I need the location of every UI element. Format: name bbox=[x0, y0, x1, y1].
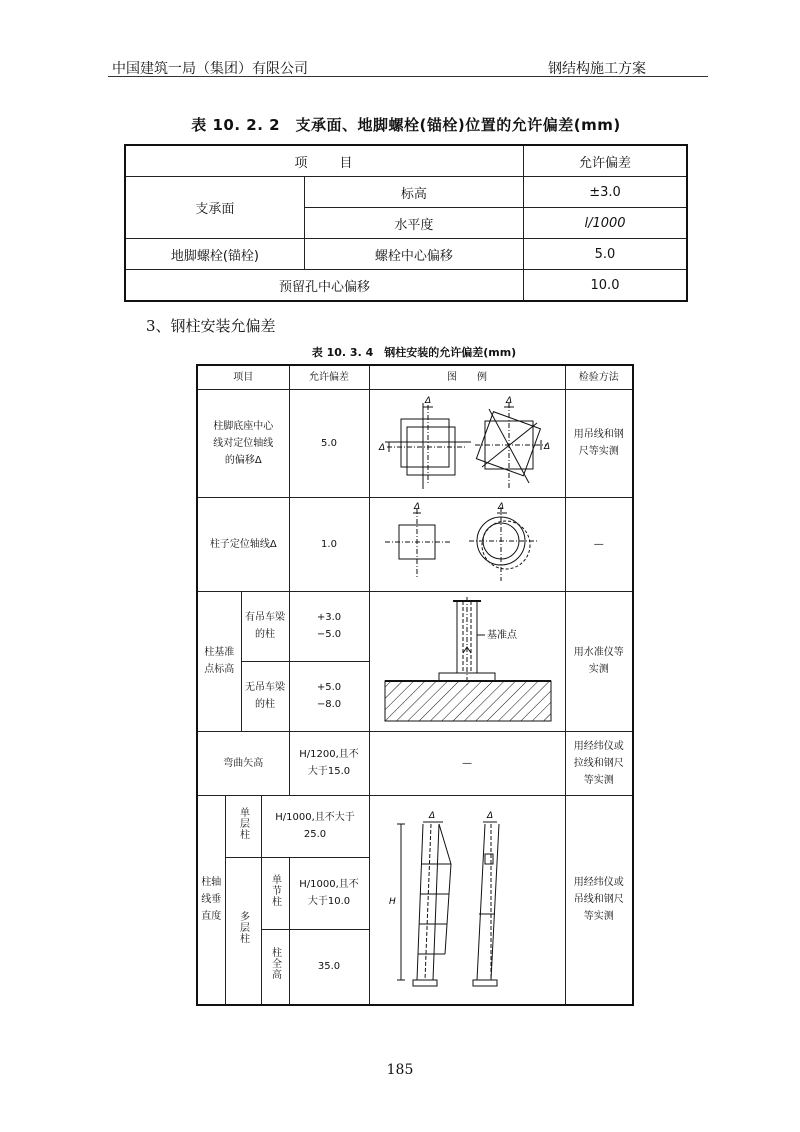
table1-title: 表 10. 2. 2 支承面、地脚螺栓(锚栓)位置的允许偏差(mm) bbox=[191, 116, 621, 134]
axis-offset-diagram bbox=[377, 501, 557, 587]
header-tolerance: 允许偏差 bbox=[524, 145, 688, 177]
table-row bbox=[125, 145, 687, 177]
table-row bbox=[125, 270, 687, 302]
r2-method: — bbox=[565, 497, 633, 591]
r5-full-height-tolerance: 35.0 bbox=[289, 929, 369, 1005]
r3-item: 柱基准点标高 bbox=[197, 591, 241, 731]
r5-single bbox=[225, 795, 261, 857]
r2-item: 柱子定位轴线Δ bbox=[197, 497, 289, 591]
r2-figure bbox=[369, 497, 565, 591]
r5-full-height-label: 柱全高 bbox=[269, 947, 281, 981]
r3-sub1: 有吊车梁的柱 bbox=[241, 591, 289, 661]
delta-label: Δ bbox=[544, 442, 551, 452]
levelness-cell: 水平度 bbox=[304, 208, 523, 239]
r1-method: 用吊线和钢尺等实测 bbox=[565, 389, 633, 497]
r5-full-height bbox=[261, 929, 289, 1005]
bolt-center-value: 5.0 bbox=[524, 239, 688, 270]
r4-method: 用经纬仪或拉线和钢尺等实测 bbox=[565, 731, 633, 795]
th-figure: 图 例 bbox=[369, 365, 565, 389]
table-row bbox=[197, 795, 633, 857]
hole-center-value: 10.0 bbox=[524, 270, 688, 302]
delta-label: Δ bbox=[379, 443, 386, 453]
table-row bbox=[197, 497, 633, 591]
r3-sub1-tolerance: +3.0 −5.0 bbox=[289, 591, 369, 661]
delta-label: Δ bbox=[487, 810, 494, 821]
delta-label: Δ bbox=[498, 502, 505, 512]
r3-figure bbox=[369, 591, 565, 731]
header-rule bbox=[108, 76, 708, 77]
page-number: 185 bbox=[386, 1062, 414, 1078]
r5-single-label: 单层柱 bbox=[237, 806, 249, 840]
base-offset-diagram bbox=[377, 395, 557, 491]
elevation-diagram bbox=[377, 593, 557, 729]
table-row bbox=[197, 389, 633, 497]
header-doc-title: 钢结构施工方案 bbox=[548, 61, 646, 77]
th-method: 检验方法 bbox=[565, 365, 633, 389]
table-row bbox=[125, 239, 687, 270]
r1-item: 柱脚底座中心线对定位轴线的偏移Δ bbox=[197, 389, 289, 497]
r3-method: 用水准仪等实测 bbox=[565, 591, 633, 731]
th-tolerance: 允许偏差 bbox=[289, 365, 369, 389]
header-item: 项 目 bbox=[125, 145, 524, 177]
table-row bbox=[125, 177, 687, 208]
r3-sub2-tolerance: +5.0 −8.0 bbox=[289, 661, 369, 731]
table-row bbox=[197, 591, 633, 661]
delta-label: Δ bbox=[506, 396, 513, 406]
r5-multi-label: 多层柱 bbox=[237, 911, 249, 945]
r2-tolerance: 1.0 bbox=[289, 497, 369, 591]
height-label: H bbox=[389, 896, 396, 907]
elevation-value: ±3.0 bbox=[524, 177, 688, 208]
support-tolerance-table bbox=[124, 144, 688, 302]
elevation-cell: 标高 bbox=[304, 177, 523, 208]
table2-title: 表 10. 3. 4 钢柱安装的允许偏差(mm) bbox=[311, 346, 517, 359]
benchmark-label: 基准点 bbox=[487, 630, 517, 641]
r1-figure bbox=[369, 389, 565, 497]
r4-tolerance: H/1200,且不大于15.0 bbox=[289, 731, 369, 795]
r3-sub2: 无吊车梁的柱 bbox=[241, 661, 289, 731]
r5-method: 用经纬仪或吊线和钢尺等实测 bbox=[565, 795, 633, 1005]
hole-center-cell: 预留孔中心偏移 bbox=[125, 270, 524, 302]
r5-single-tolerance: H/1000,且不大于25.0 bbox=[261, 795, 369, 857]
r1-tolerance: 5.0 bbox=[289, 389, 369, 497]
r4-figure: — bbox=[369, 731, 565, 795]
r5-single-section-tolerance: H/1000,且不大于10.0 bbox=[289, 857, 369, 929]
delta-label: Δ bbox=[429, 810, 436, 821]
verticality-diagram bbox=[377, 804, 557, 996]
header-company: 中国建筑一局（集团）有限公司 bbox=[112, 61, 308, 77]
r5-item: 柱轴线垂直度 bbox=[197, 795, 225, 1005]
r4-item: 弯曲矢高 bbox=[197, 731, 289, 795]
r5-single-section bbox=[261, 857, 289, 929]
column-tolerance-table bbox=[196, 364, 634, 1006]
r5-single-section-label: 单节柱 bbox=[269, 873, 281, 907]
r5-figure bbox=[369, 795, 565, 1005]
support-face-cell: 支承面 bbox=[125, 177, 304, 239]
table-row bbox=[197, 365, 633, 389]
delta-label: Δ bbox=[414, 502, 421, 512]
r5-multi bbox=[225, 857, 261, 1005]
section-heading: 3、钢柱安装允偏差 bbox=[146, 317, 276, 335]
delta-label: Δ bbox=[425, 396, 432, 406]
levelness-value: l/1000 bbox=[524, 208, 688, 239]
bolt-center-cell: 螺栓中心偏移 bbox=[304, 239, 523, 270]
table-row bbox=[197, 731, 633, 795]
th-item: 项目 bbox=[197, 365, 289, 389]
anchor-bolt-cell: 地脚螺栓(锚栓) bbox=[125, 239, 304, 270]
